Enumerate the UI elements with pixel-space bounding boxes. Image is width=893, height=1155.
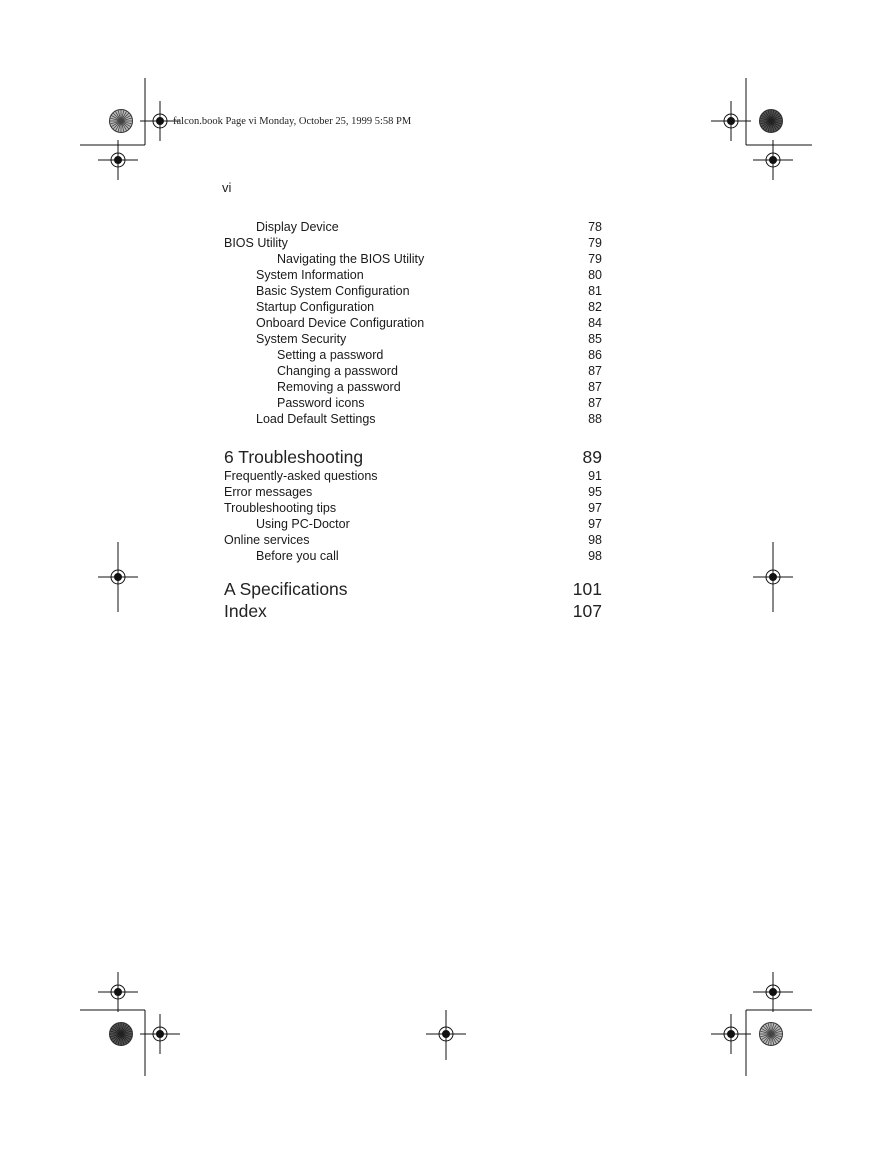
- toc-entry-page: 81: [588, 284, 602, 298]
- toc-appendix-specifications[interactable]: [224, 578, 602, 600]
- toc-entry-page: 80: [588, 268, 602, 282]
- toc-entry-page: 97: [588, 501, 602, 515]
- toc-entry-page: 79: [588, 252, 602, 266]
- color-starburst-icon: [110, 110, 133, 133]
- toc-index-title: Index: [224, 601, 267, 621]
- toc-entry-page: 98: [588, 533, 602, 547]
- toc-entry[interactable]: [224, 548, 602, 564]
- toc-entry-label: BIOS Utility: [224, 236, 288, 250]
- toc-entry-label: Online services: [224, 533, 310, 547]
- toc-entry[interactable]: [224, 331, 602, 347]
- toc-entry[interactable]: [224, 235, 602, 251]
- toc-group-bios: [224, 219, 602, 427]
- toc-entry[interactable]: [224, 395, 602, 411]
- toc-entry[interactable]: [224, 532, 602, 548]
- toc-entry-page: 91: [588, 469, 602, 483]
- color-starburst-icon: [760, 110, 783, 133]
- toc-entry-page: 82: [588, 300, 602, 314]
- toc-entry-label: Onboard Device Configuration: [256, 316, 425, 330]
- toc-entry-page: 85: [588, 332, 602, 346]
- toc-entry-page: 86: [588, 348, 602, 362]
- color-starburst-icon: [760, 1023, 783, 1046]
- page-number: vi: [222, 180, 232, 195]
- toc-entry-label: Using PC-Doctor: [256, 517, 350, 531]
- toc-entry-label: Navigating the BIOS Utility: [277, 252, 425, 266]
- toc-entry-label: Load Default Settings: [256, 412, 376, 426]
- toc-entry[interactable]: [224, 283, 602, 299]
- toc-entry[interactable]: [224, 251, 602, 267]
- toc-entry-label: Changing a password: [277, 364, 398, 378]
- toc-entry[interactable]: [224, 411, 602, 427]
- toc-entry-page: 88: [588, 412, 602, 426]
- toc-index-page: 107: [572, 601, 602, 621]
- toc-entry-page: 97: [588, 517, 602, 531]
- toc-entry-label: Troubleshooting tips: [224, 501, 337, 515]
- toc-entry-label: System Information: [256, 268, 364, 282]
- toc-entry-label: Basic System Configuration: [256, 284, 410, 298]
- toc-entry-label: Display Device: [256, 220, 339, 234]
- toc-entry[interactable]: [224, 363, 602, 379]
- toc-entry[interactable]: [224, 468, 602, 484]
- toc-chapter-troubleshooting[interactable]: [224, 446, 602, 468]
- print-slug: falcon.book Page vi Monday, October 25, 1999 5:58 PM: [173, 116, 412, 127]
- toc-entry[interactable]: [224, 315, 602, 331]
- toc-entry-page: 87: [588, 380, 602, 394]
- toc-entry[interactable]: [224, 267, 602, 283]
- color-starburst-icon: [110, 1023, 133, 1046]
- toc-entry-label: Startup Configuration: [256, 300, 375, 314]
- toc-entry-page: 87: [588, 396, 602, 410]
- toc-index[interactable]: [224, 600, 602, 622]
- toc-entry-label: Removing a password: [277, 380, 401, 394]
- toc-chapter-title: 6 Troubleshooting: [224, 447, 364, 467]
- toc-entry-label: Frequently-asked questions: [224, 469, 378, 483]
- toc-entry-label: Error messages: [224, 485, 313, 499]
- toc-entry-page: 87: [588, 364, 602, 378]
- toc-entry-label: Setting a password: [277, 348, 384, 362]
- toc-entry-page: 79: [588, 236, 602, 250]
- toc-chapter-page: 89: [582, 447, 602, 467]
- table-of-contents: [224, 219, 602, 622]
- toc-entry[interactable]: [224, 484, 602, 500]
- toc-entry[interactable]: [224, 516, 602, 532]
- toc-entry[interactable]: [224, 219, 602, 235]
- toc-entry[interactable]: [224, 379, 602, 395]
- toc-entry-page: 78: [588, 220, 602, 234]
- toc-entry[interactable]: [224, 299, 602, 315]
- toc-entry-label: System Security: [256, 332, 347, 346]
- toc-entry-page: 98: [588, 549, 602, 563]
- toc-entry-label: Password icons: [277, 396, 365, 410]
- toc-entry-label: Before you call: [256, 549, 339, 563]
- toc-entry[interactable]: [224, 500, 602, 516]
- toc-entry-page: 95: [588, 485, 602, 499]
- toc-appendix-title: A Specifications: [224, 579, 348, 599]
- toc-entry-page: 84: [588, 316, 602, 330]
- toc-appendix-page: 101: [572, 579, 602, 599]
- toc-entry[interactable]: [224, 347, 602, 363]
- toc-group-troubleshooting: [224, 468, 602, 564]
